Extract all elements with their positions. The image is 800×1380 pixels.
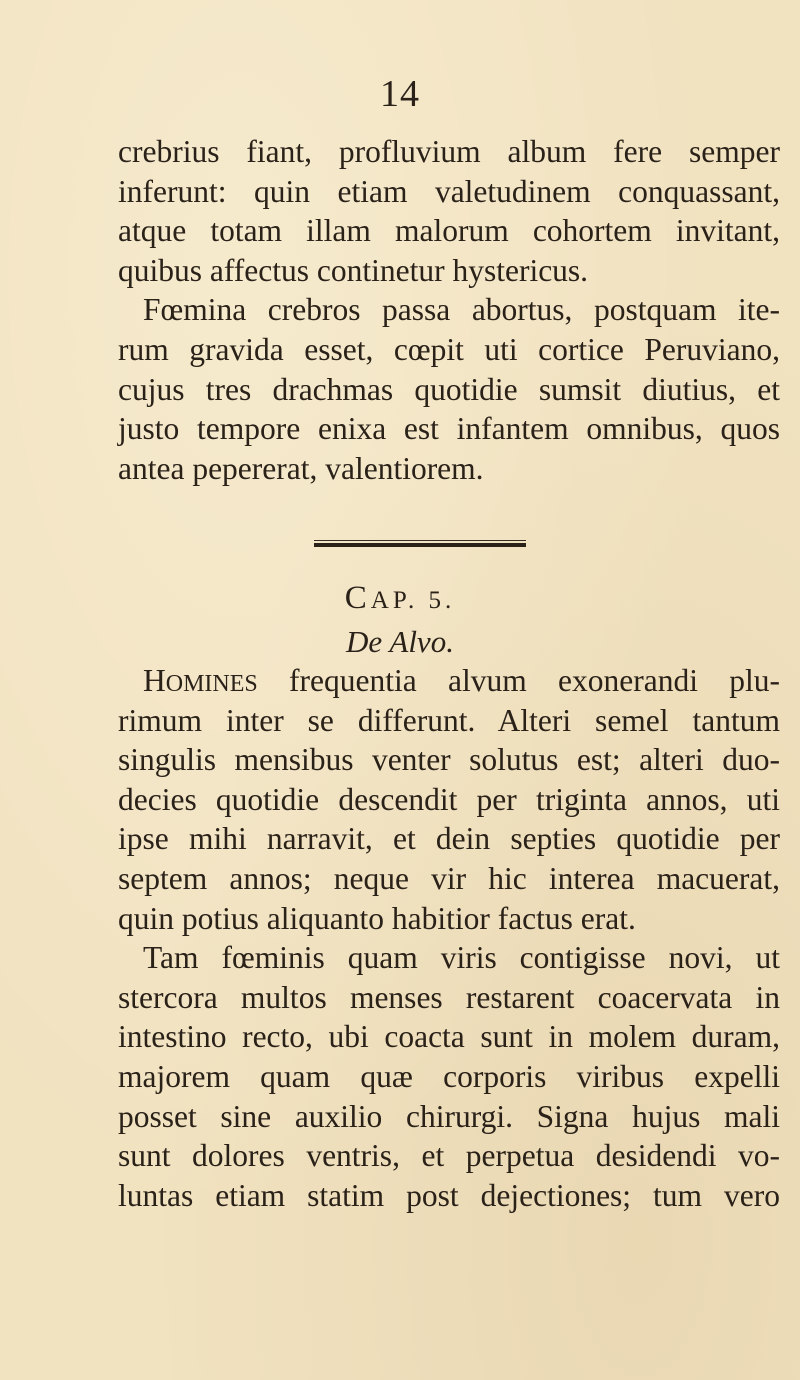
text-line: sunt dolores ventris, et perpetua desidendi vo- [118, 1138, 780, 1174]
small-caps-word: OMINES [165, 671, 258, 697]
text-line: crebrius fiant, profluvium album fere semper [118, 134, 780, 169]
text-line: Fœmina crebros passa abortus, postquam ite- [143, 292, 780, 328]
text-line: ipse mihi narravit, et dein septies quotidie per [118, 821, 780, 857]
text-line: stercora multos menses restarent coacervata in [118, 979, 780, 1015]
chapter-title-rest: AP. 5. [370, 587, 456, 614]
text-line: luntas etiam statim post dejectiones; tum vero [118, 1177, 780, 1213]
page-number: 14 [380, 73, 420, 115]
text-line: singulis mensibus venter solutus est; alteri duo- [118, 742, 780, 778]
text-line: rum gravida esset, cœpit uti cortice Peruviano, [118, 331, 780, 367]
text-line: inferunt: quin etiam valetudinem conquassant, [118, 173, 780, 209]
text-line: justo tempore enixa est infantem omnibus, quos [118, 411, 780, 447]
section-divider [314, 540, 526, 548]
divider-thin-rule [314, 540, 526, 541]
text-line: septem annos; neque vir hic interea macuerat, [118, 860, 780, 896]
text-line: majorem quam quæ corporis viribus expelli [118, 1058, 780, 1094]
divider-thick-rule [314, 543, 526, 547]
first-line-text: frequentia alvum exonerandi plu- [257, 663, 780, 698]
text-line: quibus affectus continetur hystericus. [118, 252, 589, 288]
paragraph-top [118, 132, 780, 488]
text-line: decies quotidie descendit per triginta annos, uti [118, 781, 780, 817]
chapter-initial: C [344, 580, 371, 616]
text-line: cujus tres drachmas quotidie sumsit diutius, et [118, 371, 780, 407]
paragraph-bottom [118, 661, 780, 1215]
text-line: posset sine auxilio chirurgi. Signa hujus mali [118, 1098, 780, 1134]
text-line: quin potius aliquanto habitior factus erat. [118, 900, 636, 936]
chapter-subtitle: De Alvo. [346, 624, 454, 659]
text-line: antea pepererat, valentiorem. [118, 450, 484, 486]
text-line: atque totam illam malorum cohortem invitant, [118, 213, 780, 249]
text-line-first [118, 661, 780, 701]
text-line: intestino recto, ubi coacta sunt in molem duram, [118, 1019, 780, 1055]
text-line: rimum inter se differunt. Alteri semel tantum [118, 702, 780, 738]
initial-capital: H [143, 663, 166, 698]
chapter-heading [0, 580, 800, 617]
text-line: Tam fœminis quam viris contigisse novi, ut [143, 940, 780, 976]
